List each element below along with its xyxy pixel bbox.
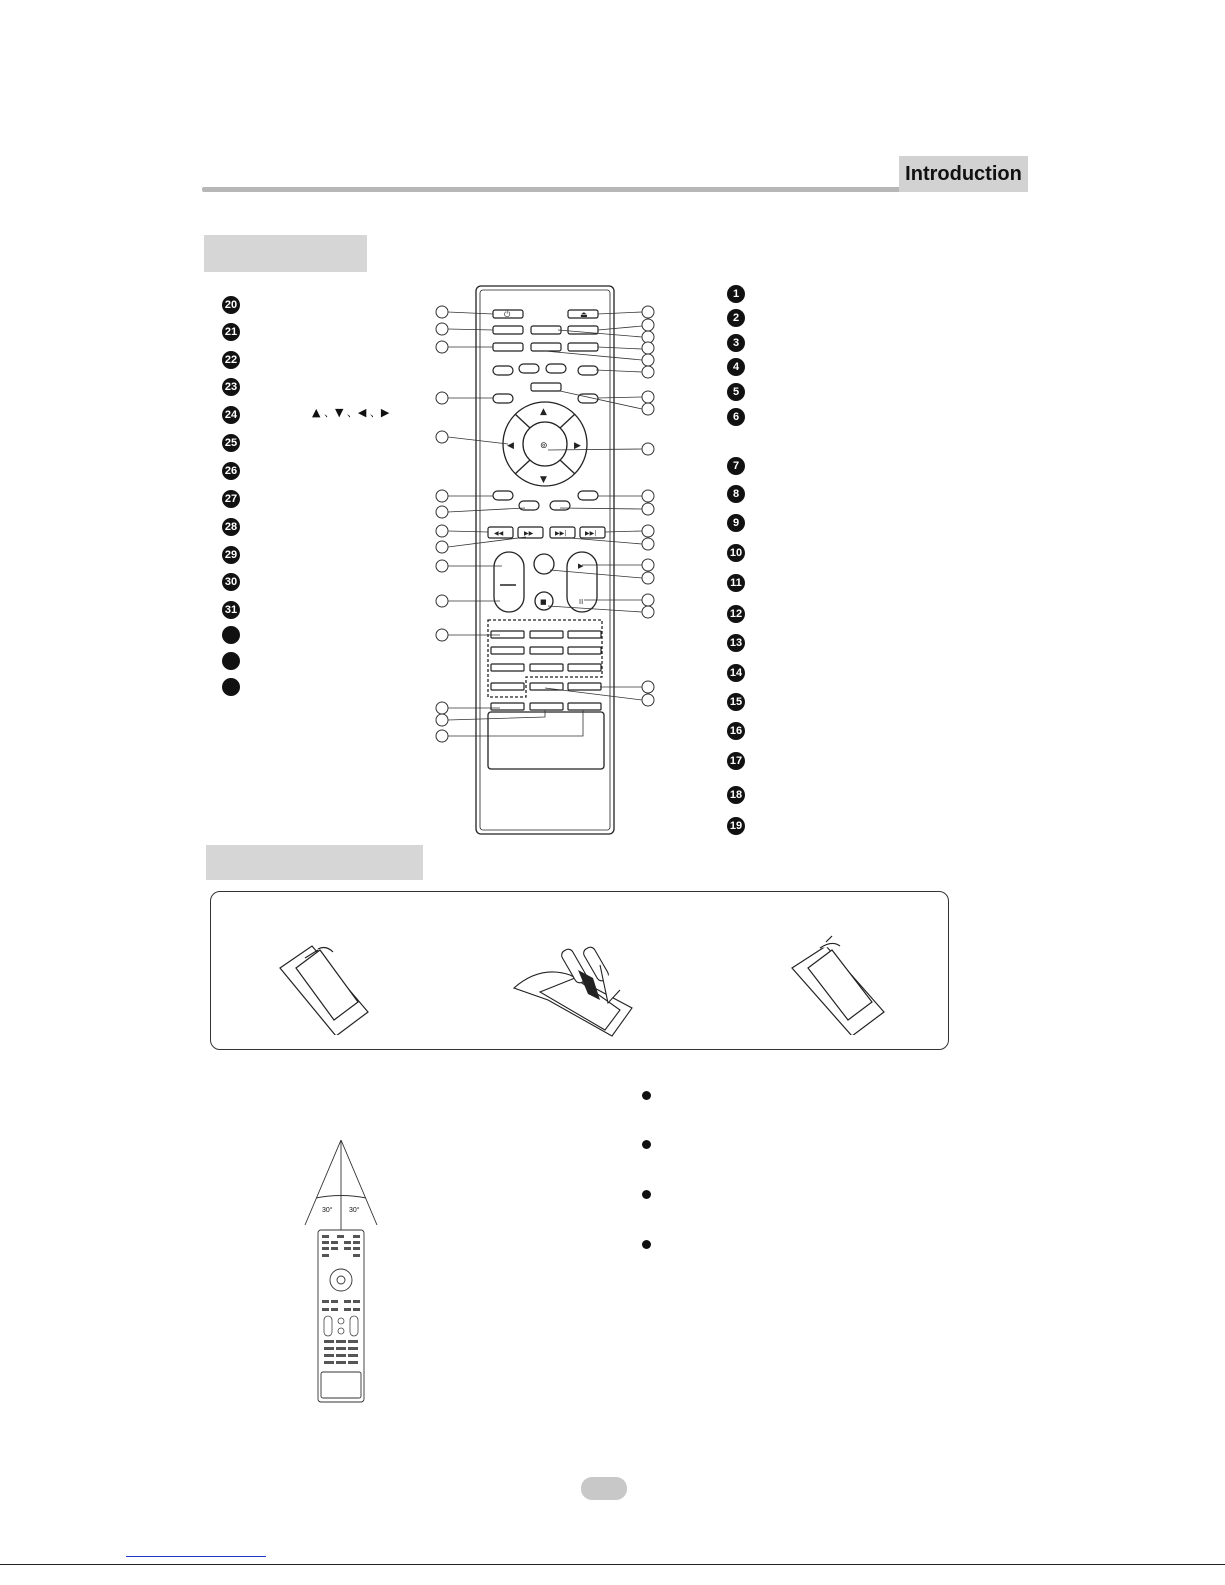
remove-cover-illustration	[270, 935, 380, 1035]
callout-badge: 5	[727, 383, 745, 401]
arrow-keys-label: ▲ 、▼ 、◀ 、▶	[312, 406, 390, 419]
callout-badge: 3	[727, 334, 745, 352]
right-arrow-icon: ▶	[574, 441, 581, 451]
remote-control-section-heading	[204, 235, 367, 272]
stop-icon: ■	[540, 598, 547, 606]
bullet-point	[642, 1190, 651, 1199]
callout-badge: 8	[727, 485, 745, 503]
insert-batteries-illustration	[508, 935, 643, 1040]
callout-badge: 23	[222, 378, 240, 396]
replace-cover-illustration	[785, 930, 895, 1035]
operating-range-diagram	[300, 1135, 385, 1410]
callout-badge: 30	[222, 573, 240, 591]
callout-badge: 12	[727, 605, 745, 623]
prev-icon: ▶▶|	[555, 530, 567, 537]
page-number-pill	[581, 1477, 627, 1500]
callout-badge: 21	[222, 323, 240, 341]
page-title: Introduction	[899, 156, 1028, 192]
footer-rule	[0, 1564, 1225, 1565]
callout-badge: 17	[727, 752, 745, 770]
callout-badge: 22	[222, 351, 240, 369]
callout-badge: 6	[727, 408, 745, 426]
remote-control-diagram	[420, 284, 665, 836]
play-icon: ▶	[578, 562, 584, 570]
angle-right-label: 30°	[349, 1207, 360, 1214]
left-arrow-icon: ◀	[507, 441, 514, 451]
bullet-point	[642, 1140, 651, 1149]
power-icon: ⏻	[504, 310, 511, 319]
footer-link[interactable]	[126, 1556, 266, 1557]
callout-badge: 28	[222, 518, 240, 536]
callout-badge: 31	[222, 601, 240, 619]
next-icon: ▶▶|	[585, 530, 597, 537]
enter-icon: ⊚	[540, 441, 548, 451]
callout-badge: 26	[222, 462, 240, 480]
callout-badge: 16	[727, 722, 745, 740]
callout-badge: 14	[727, 664, 745, 682]
callout-badge: 1	[727, 285, 745, 303]
callout-badge: 27	[222, 490, 240, 508]
eject-icon: ⏏	[580, 310, 588, 319]
callout-badge: 4	[727, 358, 745, 376]
callout-badge	[222, 626, 240, 644]
down-arrow-icon: ▼	[540, 475, 547, 485]
rewind-icon: ◀◀	[494, 530, 504, 537]
callout-badge: 20	[222, 296, 240, 314]
angle-left-label: 30°	[322, 1207, 333, 1214]
callout-badge: 24	[222, 406, 240, 424]
callout-badge: 10	[727, 544, 745, 562]
pause-icon: II	[579, 598, 584, 606]
bullet-point	[642, 1091, 651, 1100]
callout-badge	[222, 652, 240, 670]
callout-badge: 2	[727, 309, 745, 327]
callout-badge: 7	[727, 457, 745, 475]
callout-badge: 19	[727, 817, 745, 835]
callout-badge: 11	[727, 574, 745, 592]
fast-forward-icon: ▶▶	[524, 530, 534, 537]
callout-badge: 15	[727, 693, 745, 711]
up-arrow-icon: ▲	[540, 407, 547, 417]
callout-badge: 29	[222, 546, 240, 564]
callout-badge: 9	[727, 514, 745, 532]
callout-badge: 13	[727, 634, 745, 652]
callout-badge: 18	[727, 786, 745, 804]
bullet-point	[642, 1240, 651, 1249]
callout-badge: 25	[222, 434, 240, 452]
battery-section-heading	[206, 845, 423, 880]
callout-badge	[222, 678, 240, 696]
